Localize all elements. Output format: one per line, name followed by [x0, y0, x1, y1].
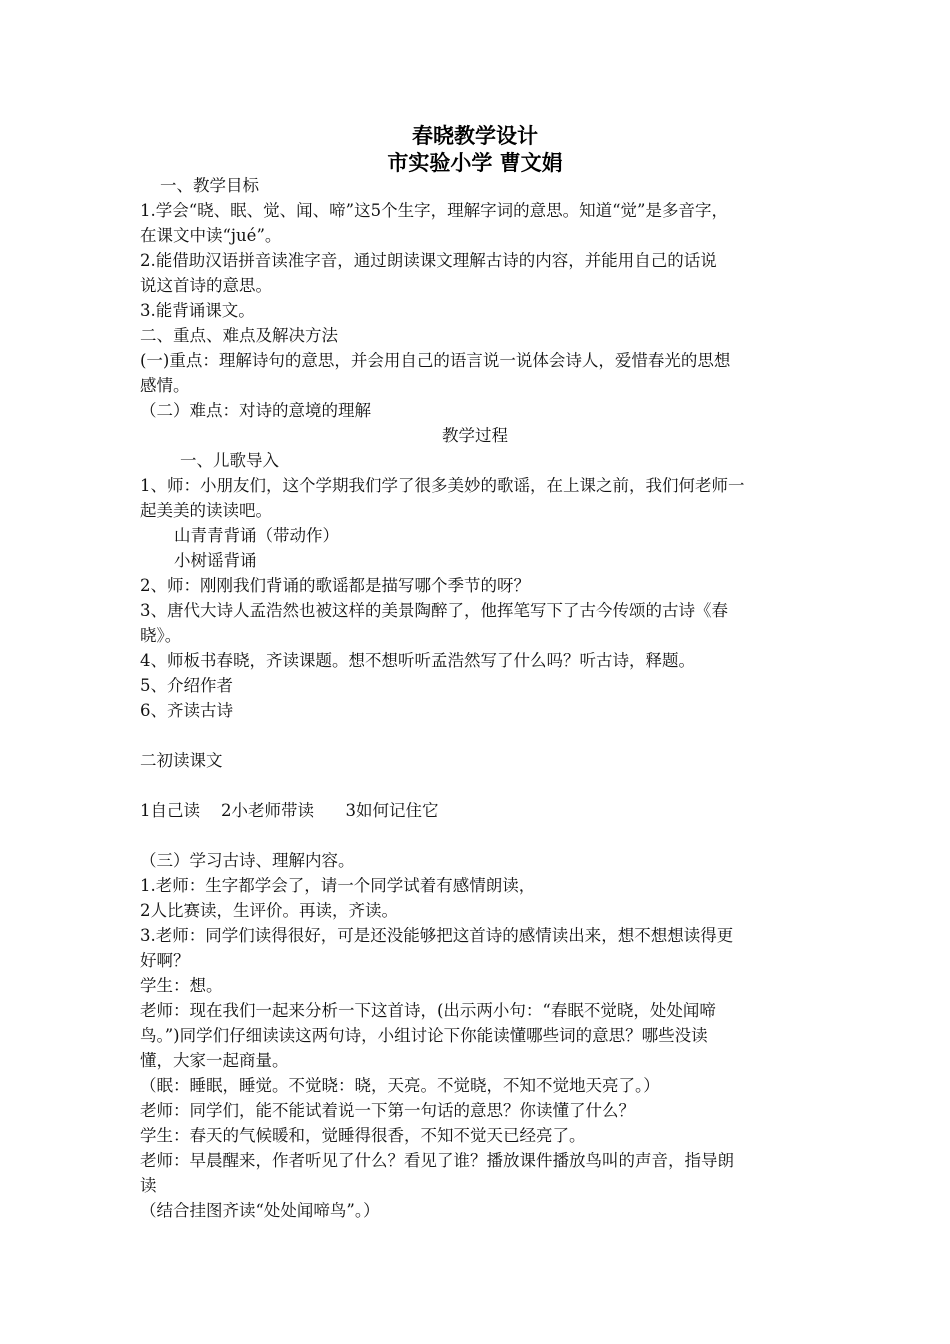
text-line: 学生：想。: [140, 976, 223, 995]
text-line: 1自己读 2小老师带读 3如何记住它: [140, 801, 439, 820]
text-line: 山青青背诵（带动作）: [174, 526, 339, 545]
text-line: 晓》。: [140, 626, 182, 645]
text-line: 2、师：刚刚我们背诵的歌谣都是描写哪个季节的呀？: [140, 576, 530, 595]
section-heading-intro: 一、儿歌导入: [180, 451, 279, 470]
text-line: 1.老师：生字都学会了，请一个同学试着有感情朗读，: [140, 876, 536, 895]
text-line: 老师：现在我们一起来分析一下这首诗，(出示两小句：“春眠不觉晓，处处闻啼: [140, 1001, 716, 1020]
document-subtitle: 市实验小学 曹文娟: [387, 151, 563, 175]
text-line: 鸟。”)同学们仔细读读这两句诗，小组讨论下你能读懂哪些词的意思？哪些没读: [140, 1026, 708, 1045]
document-title: 春晓教学设计: [412, 124, 538, 148]
text-line: 小树谣背诵: [174, 551, 257, 570]
text-line: 起美美的读读吧。: [140, 501, 272, 520]
text-line: 2人比赛读，生评价。再读，齐读。: [140, 901, 398, 920]
text-line: 感情。: [140, 376, 190, 395]
text-line: 学生：春天的气候暖和，觉睡得很香，不知不觉天已经亮了。: [140, 1126, 586, 1145]
text-line: 读: [140, 1176, 157, 1195]
text-line: （结合挂图齐读“处处闻啼鸟”。）: [140, 1201, 380, 1220]
text-line: 老师：同学们，能不能试着说一下第一句话的意思？你读懂了什么？: [140, 1101, 635, 1120]
text-line: 老师：早晨醒来，作者听见了什么？看见了谁？播放课件播放鸟叫的声音，指导朗: [140, 1151, 734, 1170]
text-line: 说这首诗的意思。: [140, 276, 272, 295]
text-line: 5、介绍作者: [140, 676, 233, 695]
section-heading-goals: 一、教学目标: [160, 176, 259, 195]
section-heading-first-reading: 二初读课文: [140, 751, 223, 770]
text-line: 6、齐读古诗: [140, 701, 233, 720]
text-line: 3、唐代大诗人孟浩然也被这样的美景陶醉了，他挥笔写下了古今传颂的古诗《春: [140, 601, 728, 620]
section-heading-keypoints: 二、重点、难点及解决方法: [140, 326, 338, 345]
section-heading-process: 教学过程: [442, 426, 508, 445]
text-line: 1、师：小朋友们，这个学期我们学了很多美妙的歌谣，在上课之前，我们何老师一: [140, 476, 745, 495]
text-line: （二）难点：对诗的意境的理解: [140, 401, 371, 420]
text-line: 好啊？: [140, 951, 190, 970]
text-line: （眠：睡眠，睡觉。不觉晓：晓，天亮。不觉晓，不知不觉地天亮了。）: [140, 1076, 660, 1095]
text-line: 1.学会“晓、眠、觉、闻、啼”这5个生字，理解字词的意思。知道“觉”是多音字，: [140, 201, 728, 220]
text-line: 3.老师：同学们读得很好，可是还没能够把这首诗的感情读出来，想不想想读得更: [140, 926, 734, 945]
text-line: 3.能背诵课文。: [140, 301, 255, 320]
section-heading-study: （三）学习古诗、理解内容。: [140, 851, 355, 870]
text-line: (一)重点：理解诗句的意思，并会用自己的语言说一说体会诗人，爱惜春光的思想: [140, 351, 731, 370]
text-line: 在课文中读“jué”。: [140, 226, 282, 245]
text-line: 2.能借助汉语拼音读准字音，通过朗读课文理解古诗的内容，并能用自己的话说: [140, 251, 717, 270]
text-line: 懂，大家一起商量。: [140, 1051, 289, 1070]
text-line: 4、师板书春晓，齐读课题。想不想听听孟浩然写了什么吗？听古诗，释题。: [140, 651, 695, 670]
